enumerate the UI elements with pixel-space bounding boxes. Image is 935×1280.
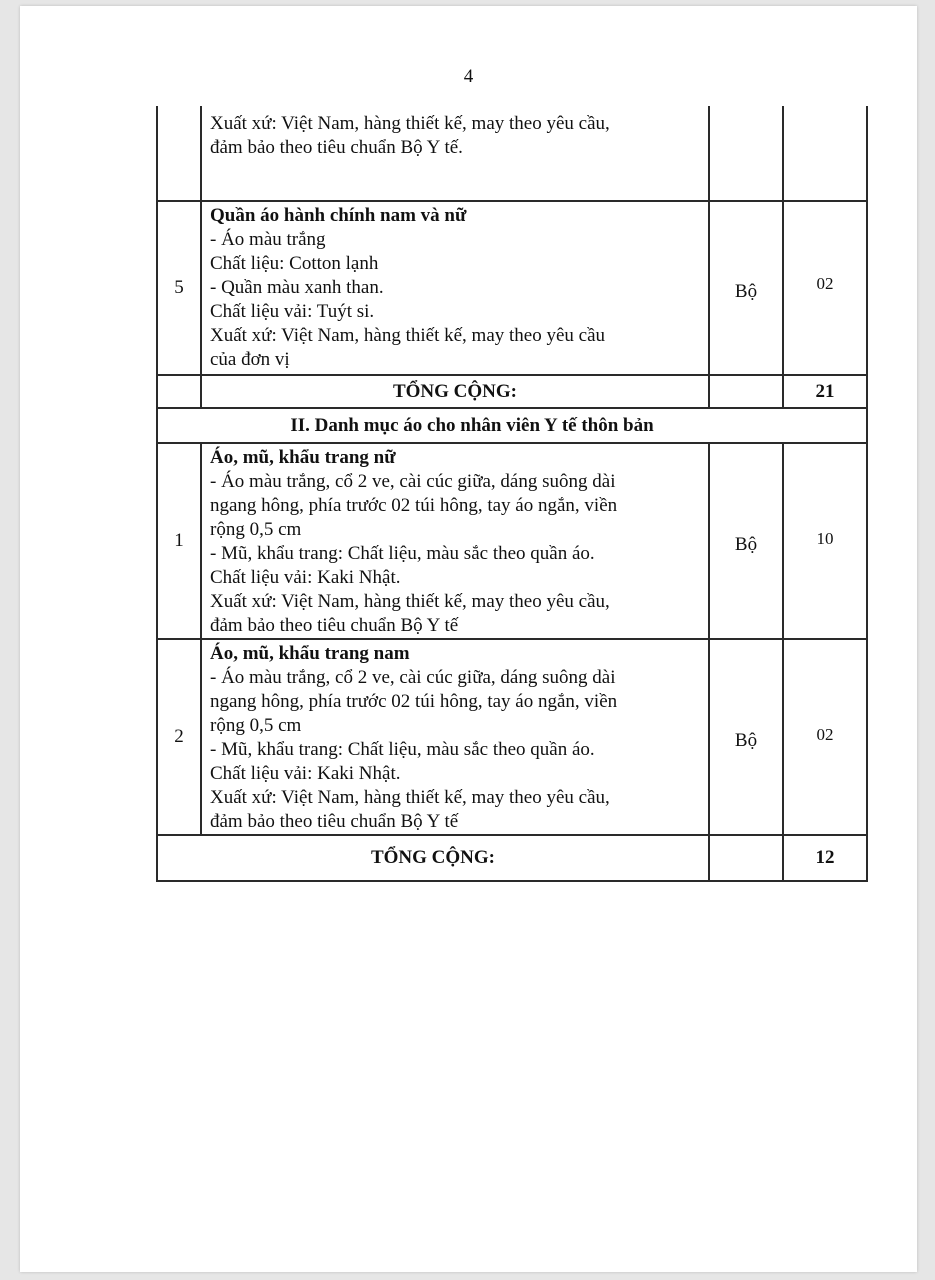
cell-unit [709, 639, 783, 835]
desc-line: Xuất xứ: Việt Nam, hàng thiết kế, may theo yêu cầu, [210, 787, 610, 808]
section-title-text: II. Danh mục áo cho nhân viên Y tế thôn bản [290, 414, 654, 436]
unit-text: Bộ [734, 534, 758, 555]
cell-no: 5 [157, 201, 201, 375]
desc-line: của đơn vị [210, 349, 290, 370]
desc-line: Chất liệu: Cotton lạnh [210, 253, 379, 274]
section-title [157, 408, 867, 443]
items-table [156, 106, 868, 882]
table-row-item-5 [157, 201, 867, 375]
item-title: Áo, mũ, khẩu trang nữ [210, 447, 396, 468]
total-qty: 12 [783, 835, 867, 881]
desc-line: rộng 0,5 cm [210, 519, 302, 540]
desc-line: - Áo màu trắng [210, 229, 326, 250]
desc-line: đảm bảo theo tiêu chuẩn Bộ Y tế. [210, 137, 463, 158]
cell-no: 2 [157, 639, 201, 835]
qty-text: 10 [816, 529, 834, 548]
desc-line: - Quần màu xanh than. [210, 277, 384, 298]
cell-unit [709, 443, 783, 639]
desc-line: đảm bảo theo tiêu chuẩn Bộ Y tế [210, 811, 459, 832]
cell-no [157, 375, 201, 408]
desc-line: - Mũ, khẩu trang: Chất liệu, màu sắc theo quần áo. [210, 739, 595, 760]
cell-no [157, 106, 201, 201]
desc-line: - Áo màu trắng, cổ 2 ve, cài cúc giữa, dáng suông dài [210, 667, 616, 688]
table-row-total-1 [157, 375, 867, 408]
cell-no: 1 [157, 443, 201, 639]
page-number: 4 [463, 66, 474, 87]
unit-text: Bộ [734, 281, 758, 302]
total-qty: 21 [783, 375, 867, 408]
total-label: TỔNG CỘNG: [157, 835, 709, 881]
desc-line: - Áo màu trắng, cổ 2 ve, cài cúc giữa, dáng suông dài [210, 471, 616, 492]
cell-qty [783, 201, 867, 375]
desc-line: Chất liệu vải: Tuýt si. [210, 301, 375, 322]
table-row-total-2 [157, 835, 867, 881]
qty-text: 02 [816, 274, 834, 293]
desc-line: - Mũ, khẩu trang: Chất liệu, màu sắc theo quần áo. [210, 543, 595, 564]
table-row-continued [157, 106, 867, 201]
cell-description [201, 443, 709, 639]
item-title: Áo, mũ, khẩu trang nam [210, 643, 410, 664]
cell-description [201, 106, 709, 201]
cell-qty [783, 443, 867, 639]
table-row-s2-item-2 [157, 639, 867, 835]
qty-text: 02 [816, 725, 834, 744]
table-row-s2-item-1 [157, 443, 867, 639]
cell-unit [709, 201, 783, 375]
desc-line: Xuất xứ: Việt Nam, hàng thiết kế, may theo yêu cầu [210, 325, 606, 346]
document-page [20, 6, 917, 1272]
cell-unit [709, 375, 783, 408]
desc-line: Chất liệu vải: Kaki Nhật. [210, 567, 401, 588]
desc-line: Xuất xứ: Việt Nam, hàng thiết kế, may theo yêu cầu, [210, 591, 610, 612]
cell-unit [709, 106, 783, 201]
desc-line: Xuất xứ: Việt Nam, hàng thiết kế, may theo yêu cầu, [210, 113, 610, 134]
desc-line: Chất liệu vải: Kaki Nhật. [210, 763, 401, 784]
total-label: TỔNG CỘNG: [201, 375, 709, 408]
cell-description [201, 639, 709, 835]
desc-line: rộng 0,5 cm [210, 715, 302, 736]
cell-qty [783, 639, 867, 835]
desc-line: đảm bảo theo tiêu chuẩn Bộ Y tế [210, 615, 459, 636]
cell-description [201, 201, 709, 375]
cell-unit [709, 835, 783, 881]
table-row-section-2 [157, 408, 867, 443]
cell-qty [783, 106, 867, 201]
item-title: Quần áo hành chính nam và nữ [210, 205, 467, 226]
desc-line: ngang hông, phía trước 02 túi hông, tay áo ngắn, viền [210, 495, 618, 516]
unit-text: Bộ [734, 730, 758, 751]
desc-line: ngang hông, phía trước 02 túi hông, tay áo ngắn, viền [210, 691, 618, 712]
